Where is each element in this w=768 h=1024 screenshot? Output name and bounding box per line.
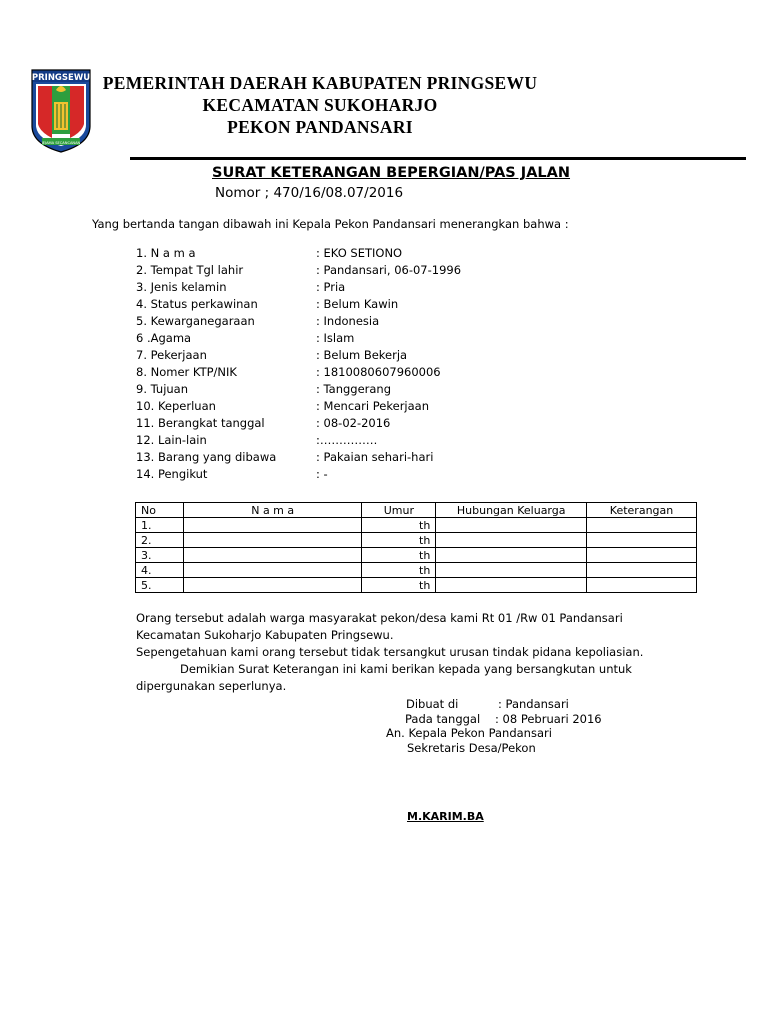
cell-no: 5. <box>136 578 184 593</box>
body-paragraph-4: Demikian Surat Keterangan ini kami berikan kepada yang bersangkutan untuk <box>180 662 632 676</box>
cell-nama <box>183 533 362 548</box>
header-rule <box>130 157 746 160</box>
field-label: 2. Tempat Tgl lahir <box>136 263 244 277</box>
field-label: 6 .Agama <box>136 331 192 345</box>
cell-nama <box>183 563 362 578</box>
field-label: 13. Barang yang dibawa <box>136 450 277 464</box>
table-row <box>136 578 697 593</box>
field-value: : 08-02-2016 <box>316 416 391 430</box>
col-header-hubungan: Hubungan Keluarga <box>436 503 587 518</box>
field-label: 14. Pengikut <box>136 467 208 481</box>
field-value: : - <box>316 467 328 481</box>
field-value: : Pandansari, 06-07-1996 <box>316 263 462 277</box>
cell-keterangan <box>587 578 697 593</box>
field-label: 8. Nomer KTP/NIK <box>136 365 237 379</box>
table-row <box>136 533 697 548</box>
field-label: 7. Pekerjaan <box>136 348 207 362</box>
field-label: 5. Kewarganegaraan <box>136 314 255 328</box>
field-label: 9. Tujuan <box>136 382 189 396</box>
field-label: 4. Status perkawinan <box>136 297 258 311</box>
logo-text-top: PRINGSEWU <box>31 73 91 83</box>
signatory-position: Sekretaris Desa/Pekon <box>407 741 536 755</box>
dibuat-value: : Pandansari <box>498 697 569 711</box>
cell-nama <box>183 518 362 533</box>
cell-umur: th <box>362 548 436 563</box>
signatory-name: M.KARIM.BA <box>407 810 484 823</box>
cell-no: 2. <box>136 533 184 548</box>
body-paragraph-3: Sepengetahuan kami orang tersebut tidak tersangkut urusan tindak pidana kepoliasian. <box>136 645 644 659</box>
table-row <box>136 518 697 533</box>
field-value: : Belum Kawin <box>316 297 399 311</box>
field-value: :…………… <box>316 433 378 447</box>
cell-hubungan <box>436 518 587 533</box>
field-label: 10. Keperluan <box>136 399 216 413</box>
cell-hubungan <box>436 533 587 548</box>
col-header-umur: Umur <box>362 503 436 518</box>
cell-keterangan <box>587 563 697 578</box>
col-header-nama: N a m a <box>183 503 362 518</box>
table-header-row <box>136 503 697 518</box>
table-row <box>136 548 697 563</box>
cell-umur: th <box>362 533 436 548</box>
cell-nama <box>183 578 362 593</box>
tanggal-value: : 08 Pebruari 2016 <box>495 712 602 726</box>
field-value: : 1810080607960006 <box>316 365 441 379</box>
col-header-no: No <box>136 503 184 518</box>
field-value: : Belum Bekerja <box>316 348 408 362</box>
table-row <box>136 563 697 578</box>
field-value: : Mencari Pekerjaan <box>316 399 429 413</box>
field-value: : Pakaian sehari-hari <box>316 450 434 464</box>
body-paragraph-1: Orang tersebut adalah warga masyarakat pekon/desa kami Rt 01 /Rw 01 Pandansari <box>136 611 623 625</box>
dibuat-label: Dibuat di <box>406 697 459 711</box>
field-value: : EKO SETIONO <box>316 246 403 260</box>
field-value: : Tanggerang <box>316 382 392 396</box>
companion-table <box>135 502 697 593</box>
cell-keterangan <box>587 548 697 563</box>
pringsewu-emblem <box>30 68 92 154</box>
cell-umur: th <box>362 578 436 593</box>
cell-hubungan <box>436 548 587 563</box>
gov-line-1: PEMERINTAH DAERAH KABUPATEN PRINGSEWU <box>102 73 538 93</box>
gov-line-2: KECAMATAN SUKOHARJO <box>202 95 438 115</box>
cell-umur: th <box>362 518 436 533</box>
document-title: SURAT KETERANGAN BEPERGIAN/PAS JALAN <box>212 165 571 181</box>
cell-hubungan <box>436 578 587 593</box>
signatory-office: An. Kepala Pekon Pandansari <box>386 726 552 740</box>
cell-no: 1. <box>136 518 184 533</box>
cell-no: 3. <box>136 548 184 563</box>
cell-keterangan <box>587 518 697 533</box>
cell-keterangan <box>587 533 697 548</box>
body-paragraph-5: dipergunakan seperlunya. <box>136 679 287 693</box>
cell-umur: th <box>362 563 436 578</box>
body-paragraph-2: Kecamatan Sukoharjo Kabupaten Pringsewu. <box>136 628 394 642</box>
field-value: : Islam <box>316 331 355 345</box>
field-label: 1. N a m a <box>136 246 196 260</box>
field-label: 3. Jenis kelamin <box>136 280 227 294</box>
cell-no: 4. <box>136 563 184 578</box>
document-number: Nomor ; 470/16/08.07/2016 <box>215 185 404 201</box>
intro-text: Yang bertanda tangan dibawah ini Kepala Pekon Pandansari menerangkan bahwa : <box>92 217 569 231</box>
tanggal-label: Pada tanggal <box>405 712 481 726</box>
field-label: 12. Lain-lain <box>136 433 207 447</box>
field-value: : Pria <box>316 280 346 294</box>
cell-hubungan <box>436 563 587 578</box>
cell-nama <box>183 548 362 563</box>
logo-text-bottom: JEJAMA SECANCANAN <box>41 141 81 145</box>
field-label: 11. Berangkat tanggal <box>136 416 265 430</box>
gov-line-3: PEKON PANDANSARI <box>227 117 413 137</box>
field-value: : Indonesia <box>316 314 380 328</box>
col-header-keterangan: Keterangan <box>587 503 697 518</box>
